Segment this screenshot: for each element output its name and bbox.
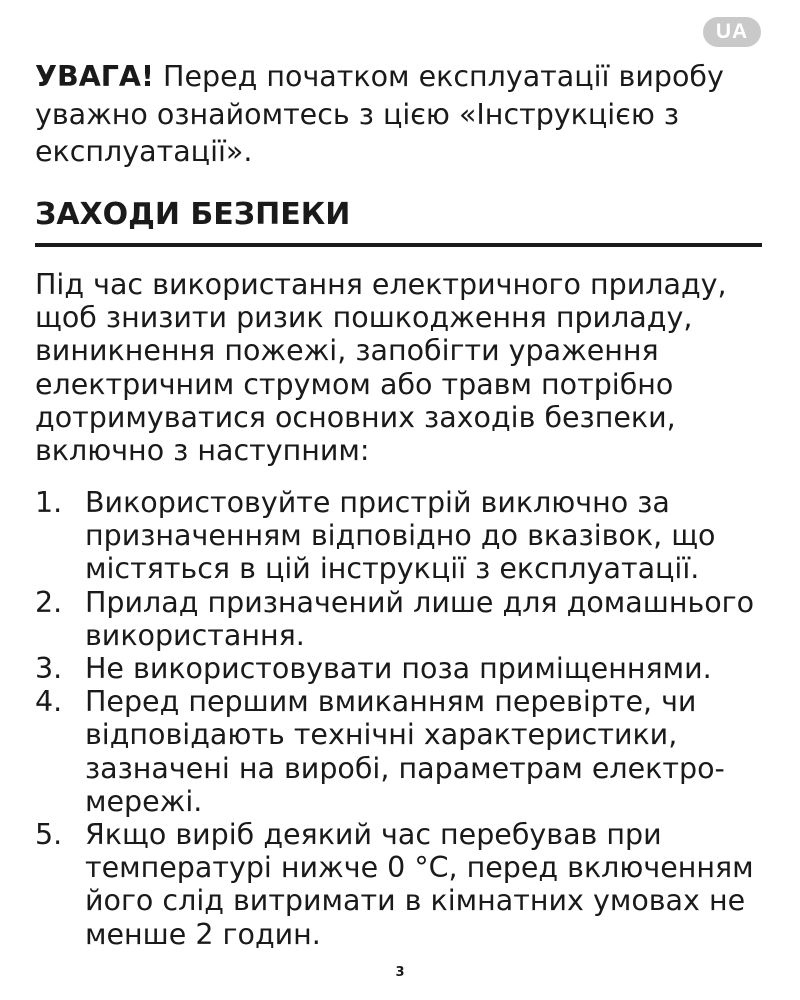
section-title: ЗАХОДИ БЕЗПЕКИ <box>35 197 351 232</box>
section-divider <box>35 243 762 247</box>
list-item <box>35 818 775 951</box>
page-number: 3 <box>395 965 405 980</box>
language-badge: UA <box>703 17 761 47</box>
list-item-text: Перед першим вмиканням перевірте, чи відповідають технічні характеристики, зазначені на виробі, параметрам електро-мережі. <box>85 685 725 818</box>
warning-text: Перед початком експлуатації виробу уважно ознайомтесь з цією «Інструкцією з експлуатації». <box>35 60 724 168</box>
list-item-text: Якщо виріб деякий час перебував при температурі нижче 0 °С, перед включенням його слід витримати в кімнатних умовах не менше 2 годин. <box>85 818 754 951</box>
warning-paragraph <box>35 58 770 171</box>
list-item-text: Не використовувати поза приміщеннями. <box>85 652 712 686</box>
list-item <box>35 685 775 818</box>
list-item-text: Використовуйте пристрій виключно за призначенням відповідно до вказівок, що містяться в цій інструкції з експлуатації. <box>85 486 716 586</box>
list-item <box>35 486 775 586</box>
list-item-number: 1. <box>35 486 63 519</box>
intro-paragraph: Під час використання електричного приладу, щоб знизити ризик пошкодження приладу, виникнення пожежі, запобігти ураження електричним струмом або травм потрібно дотримуватися основних заходів безпеки, включно з наступним: <box>35 268 727 468</box>
list-item-number: 3. <box>35 652 63 686</box>
safety-rules-list <box>35 486 775 951</box>
list-item-number: 5. <box>35 818 63 852</box>
list-item <box>35 586 775 652</box>
list-item <box>35 652 775 685</box>
warning-label: УВАГА! <box>35 60 154 93</box>
list-item-number: 4. <box>35 685 63 719</box>
list-item-number: 2. <box>35 585 63 619</box>
list-item-text: Прилад призначений лише для домашнього використання. <box>85 585 755 652</box>
